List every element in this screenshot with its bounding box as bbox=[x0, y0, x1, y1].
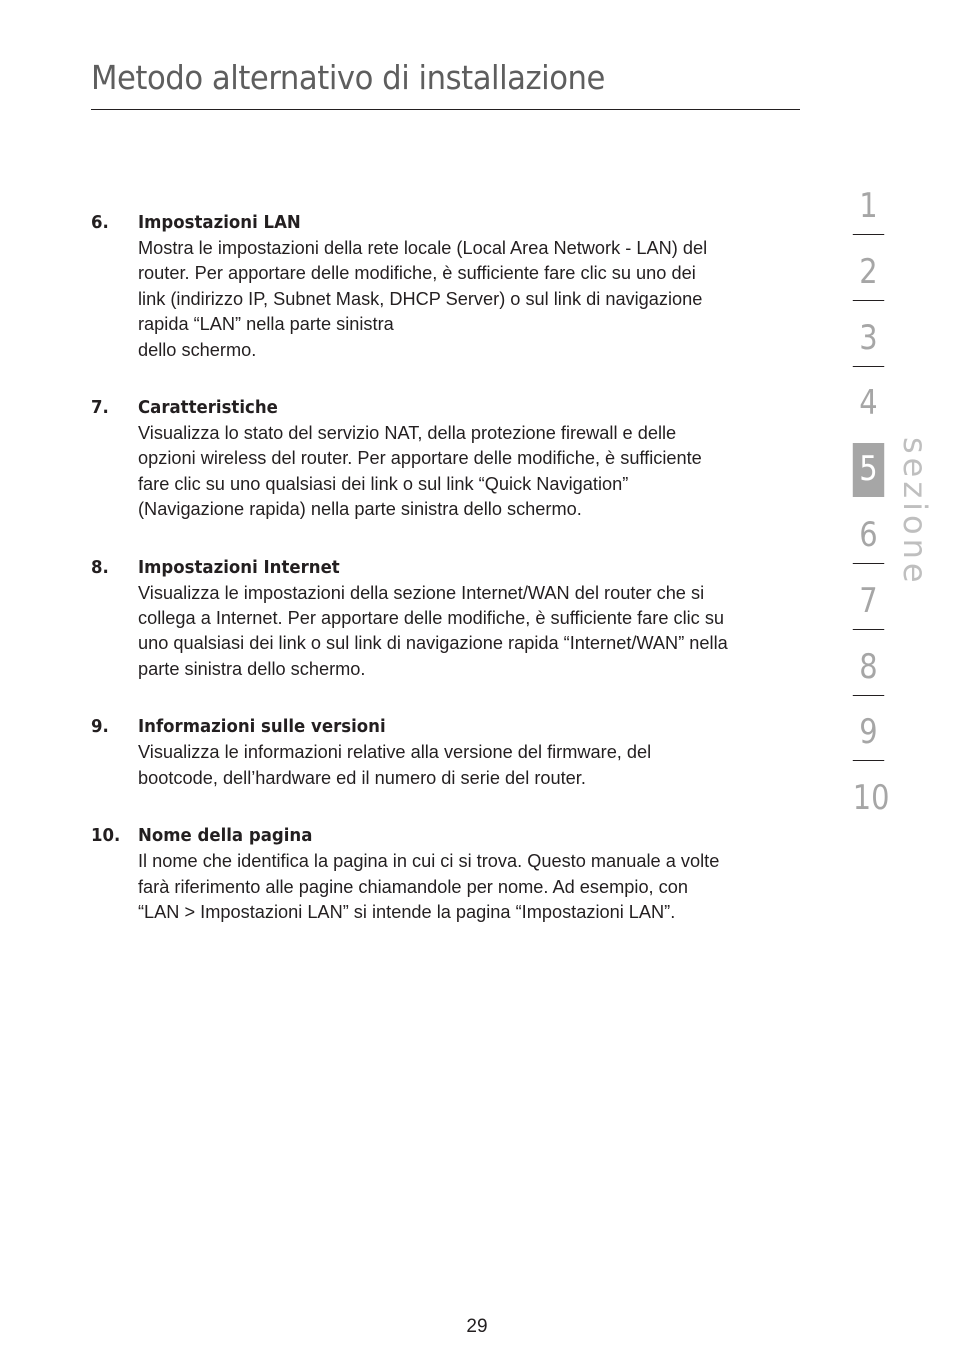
item-description: Mostra le impostazioni della rete locale (Local Area Network - LAN) del router. Per apportare delle modifiche, è sufficiente fare clic su uno dei link (indirizzo IP, Subnet Mask, DHCP Server) o sul link di navigazione rapida “LAN” nella parte sinistra dello schermo. bbox=[138, 238, 708, 360]
list-item bbox=[91, 823, 803, 925]
section-nav-item-9[interactable] bbox=[853, 706, 884, 772]
list-item bbox=[91, 395, 803, 523]
list-item bbox=[91, 210, 803, 363]
section-number: 6 bbox=[859, 514, 878, 555]
section-label: sezione bbox=[896, 437, 934, 587]
item-list bbox=[91, 210, 803, 957]
item-heading: Informazioni sulle versioni bbox=[138, 716, 386, 738]
title-divider bbox=[91, 109, 800, 110]
section-number-active: 5 bbox=[853, 443, 884, 497]
list-item bbox=[91, 555, 803, 683]
section-number: 10 bbox=[852, 778, 890, 819]
section-nav-item-10[interactable] bbox=[852, 772, 890, 838]
section-number: 2 bbox=[859, 251, 878, 292]
section-divider bbox=[853, 695, 884, 696]
item-description: Visualizza lo stato del servizio NAT, della protezione firewall e delle opzioni wireless del router. Per apportare delle modifiche, è sufficiente fare clic su uno qualsiasi dei link o sul link “Quick Navigation” (Navigazione rapida) nella parte sinistra dello schermo. bbox=[138, 423, 702, 520]
section-nav-item-1[interactable] bbox=[853, 180, 884, 246]
section-divider bbox=[853, 563, 884, 564]
item-heading: Caratteristiche bbox=[138, 397, 278, 419]
section-number: 1 bbox=[859, 186, 878, 226]
section-nav-item-4[interactable] bbox=[853, 377, 884, 443]
section-divider bbox=[853, 300, 884, 301]
item-number: 9. bbox=[91, 716, 109, 738]
item-number: 8. bbox=[91, 556, 109, 578]
section-number: 4 bbox=[859, 383, 878, 424]
section-number: 9 bbox=[859, 712, 878, 753]
section-divider bbox=[853, 234, 884, 235]
item-description: Visualizza le informazioni relative alla versione del firmware, del bootcode, dell’hardware ed il numero di serie del router. bbox=[138, 742, 652, 788]
section-nav-item-7[interactable] bbox=[853, 575, 884, 641]
item-heading: Impostazioni Internet bbox=[138, 556, 340, 578]
section-divider bbox=[853, 760, 884, 761]
item-number: 10. bbox=[91, 825, 121, 847]
section-nav-item-6[interactable] bbox=[853, 509, 884, 575]
item-number: 7. bbox=[91, 397, 109, 419]
section-divider bbox=[853, 629, 884, 630]
section-nav bbox=[850, 180, 890, 838]
section-divider bbox=[853, 366, 884, 367]
section-nav-item-2[interactable] bbox=[853, 246, 884, 312]
section-number: 8 bbox=[859, 646, 878, 687]
page-number: 29 bbox=[466, 1316, 488, 1337]
item-heading: Impostazioni LAN bbox=[138, 212, 301, 233]
section-number: 3 bbox=[859, 317, 878, 358]
section-nav-item-8[interactable] bbox=[853, 641, 884, 707]
section-number: 7 bbox=[859, 580, 878, 621]
section-nav-item-5-active[interactable] bbox=[853, 443, 884, 509]
section-nav-item-3[interactable] bbox=[853, 312, 884, 378]
item-description: Visualizza le impostazioni della sezione Internet/WAN del router che si collega a Internet. Per apportare delle modifiche, è sufficiente fare clic su uno qualsiasi dei link o sul link di navigazione rapida “Internet/WAN” nella parte sinistra dello schermo. bbox=[138, 582, 728, 679]
page-title: Metodo alternativo di installazione bbox=[91, 58, 605, 97]
list-item bbox=[91, 714, 803, 791]
item-number: 6. bbox=[91, 212, 109, 233]
item-heading: Nome della pagina bbox=[138, 825, 313, 847]
item-description: Il nome che identifica la pagina in cui ci si trova. Questo manuale a volte farà riferimento alle pagine chiamandole per nome. Ad esempio, con “LAN > Impostazioni LAN” si intende la pagina “Impostazioni LAN”. bbox=[138, 851, 720, 922]
